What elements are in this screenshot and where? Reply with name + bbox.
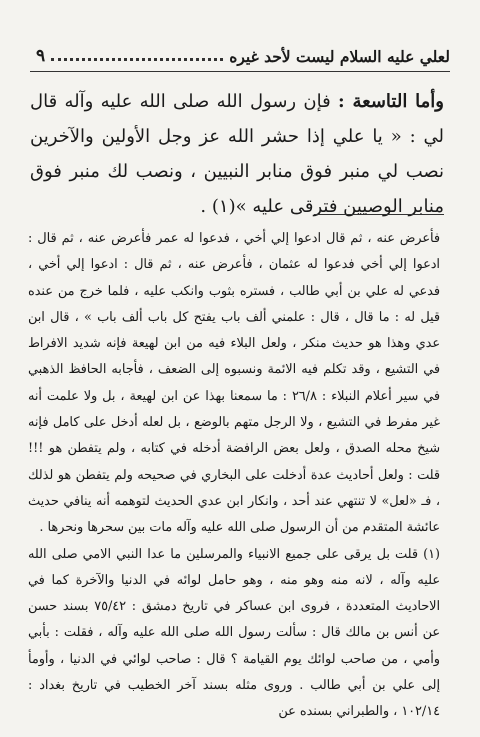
header-leader-dots	[51, 58, 223, 61]
footnotes	[28, 226, 440, 726]
main-paragraph	[30, 84, 444, 224]
header-title: لعلي عليه السلام ليست لأحد غيره	[229, 46, 450, 66]
section-lead: وأما التاسعة :	[338, 91, 444, 112]
footnote-continuation: فأعرض عنه ، ثم قال ادعوا إلي أخي ، فدعوا له عمر فأعرض عنه ، ثم قال : ادعوا إلي أخي فدعوا له عثمان ، فأعرض عنه ، ثم قال : ادعوا إلي أخي ، فدعي له علي بن أبي طالب ، فستره بثوب وانكب عليه ، فلما خرج من عنده قيل له : ما قال ، قال : علمني ألف باب يفتح كل باب ألف باب » ، قال ابن عدي وهذا هو حديث منكر ، ولعل البلاء فيه من ابن لهيعة فإنه شديد الافراط في التشيع ، وقد تكلم فيه الائمة ونسبوه إلى الضعف ، فأجابه الحافظ الذهبي في سير أعلام النبلاء : ٢٦/٨ : ما سمعنا بهذا عن ابن لهيعة ، بل ولا علمت أنه غير مفرط في التشيع ، ولا الرجل متهم بالوضع ، بل لعله أدخل على كامل فإنه شيخ محله الصدق ، ولعل بعض الرافضة أدخله في كتابه ، ولم يتفطن هو !!! قلت : ولعل أحاديث عدة أدخلت على البخاري في صحيحه ولم يتفطن هو لذلك ، فـ «لعل» لا تنتهي عند أحد ، وانكار ابن عدي الحديث لتوهمه أنه ينافي حديث عائشة المتقدم من أن الرسول صلى الله عليه وآله مات بين سحرها ونحرها .	[28, 231, 440, 536]
footnote-separator	[314, 214, 444, 215]
header-rule	[30, 71, 450, 72]
main-body: فإن رسول الله صلى الله عليه وآله قال لي : « يا علي إذا حشر الله عز وجل الأولين والآخرين نصب لي منبر فوق منابر النبيين ، ونصب لك منبر فوق منابر الوصيين فترقى عليه »	[30, 91, 444, 217]
running-header	[36, 44, 450, 68]
main-end: .	[200, 196, 212, 217]
page-number: ٩	[36, 46, 46, 66]
footnote-1: (١) قلت بل يرقى على جميع الانبياء والمرسلين ما عدا النبي الامي صلى الله عليه وآله ، لانه منه وهو منه ، وهو حامل لوائه في الدنيا والآخرة كما في الاحاديث المتعددة ، فروى ابن عساكر في تاريخ دمشق : ٧٥/٤٢ بسند حسن عن أنس بن مالك قال : سألت رسول الله صلى الله عليه وآله ، فقلت : بأبي وأمي ، من صاحب لوائك يوم القيامة ؟ قال : صاحب لوائي في الدنيا ، وأومأ إلى علي بن أبي طالب . وروى مثله بسند آخر الخطيب في تاريخ بغداد : ١٠٢/١٤ ، والطبراني بسنده عن	[28, 546, 441, 720]
main-text	[30, 84, 444, 224]
footnote-marker: (١)	[211, 196, 236, 217]
